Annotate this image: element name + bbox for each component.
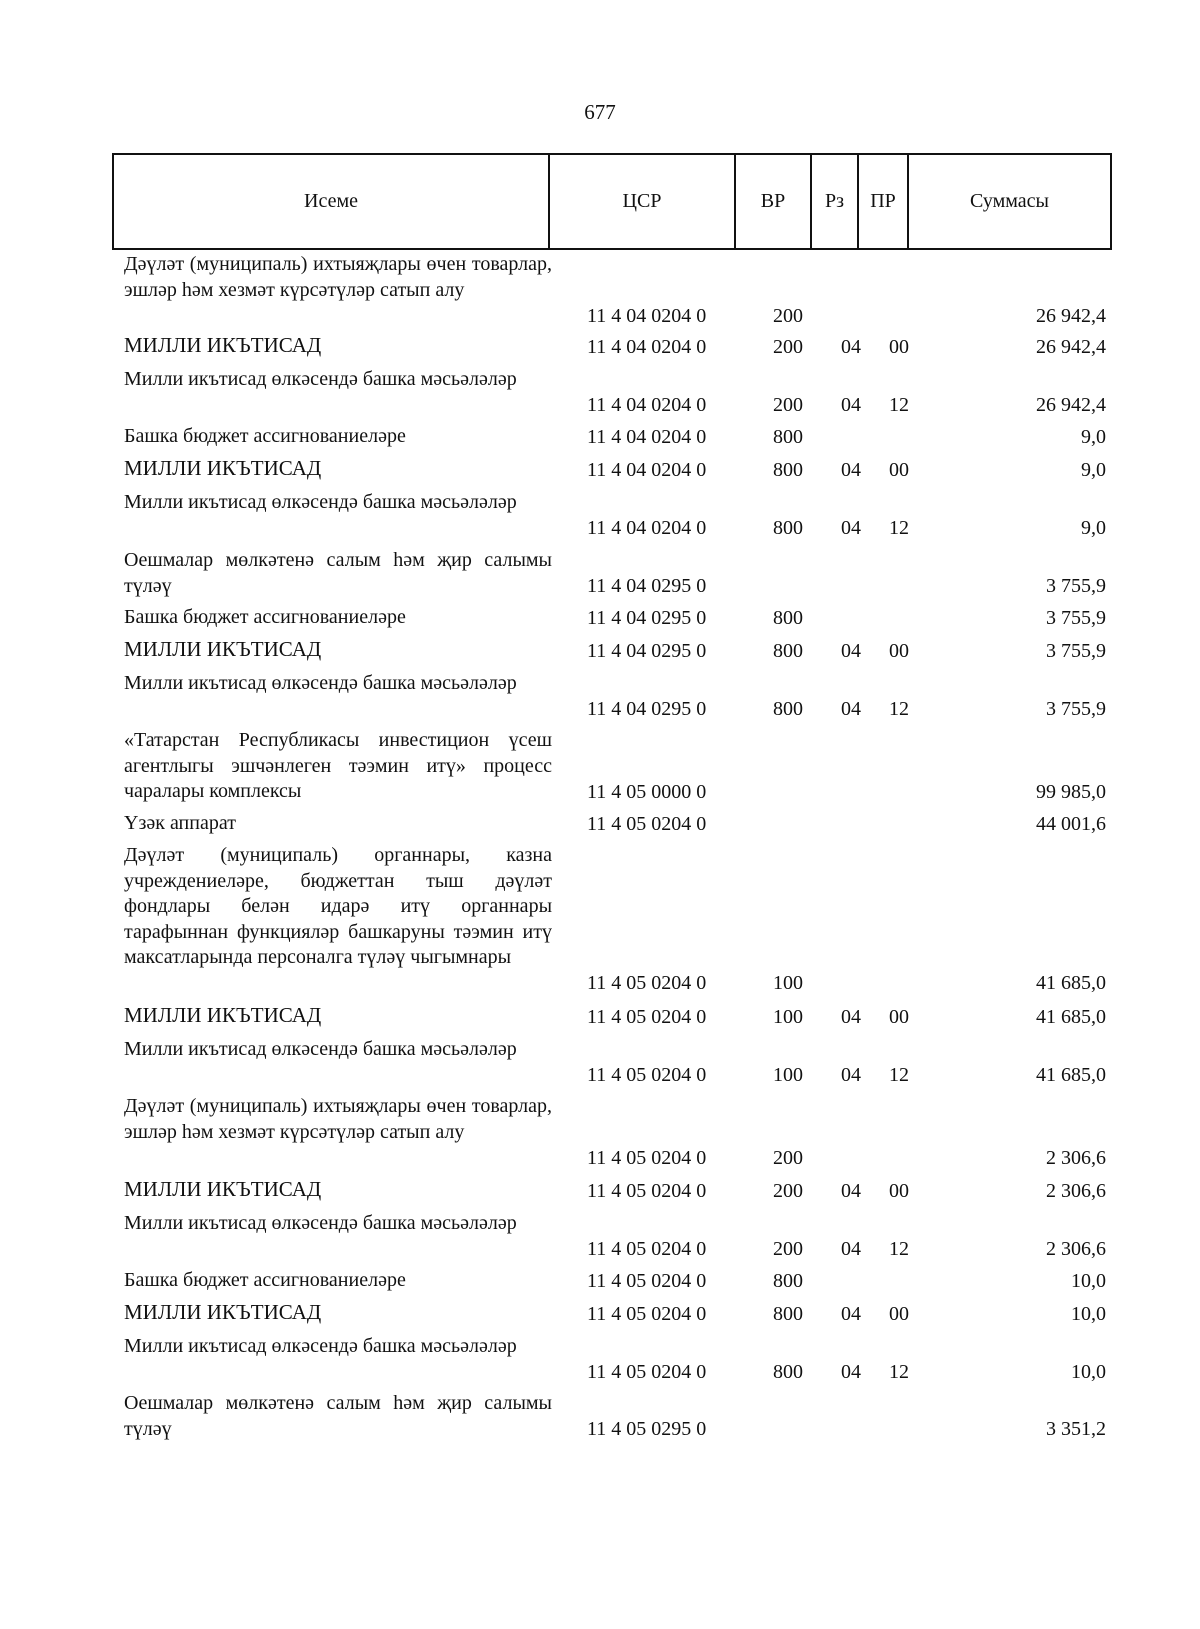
table-row xyxy=(0,424,1200,450)
row-csr: 11 4 04 0204 0 xyxy=(587,516,707,539)
header-name: Исеме xyxy=(113,154,549,249)
row-name: Милли икътисад өлкәсендә башка мәсьәләләр xyxy=(124,672,517,694)
row-sum: 3 755,9 xyxy=(1046,606,1106,629)
row-vr: 800 xyxy=(773,1360,803,1383)
row-sum: 99 985,0 xyxy=(1036,780,1106,803)
row-sum: 41 685,0 xyxy=(1036,1063,1106,1086)
row-name: МИЛЛИ ИКЪТИСАД xyxy=(124,1300,322,1324)
row-rz: 04 xyxy=(841,335,861,358)
header-rz: Рз xyxy=(811,154,858,249)
row-pr: 00 xyxy=(889,1179,909,1202)
row-name: МИЛЛИ ИКЪТИСАД xyxy=(124,637,322,661)
row-vr: 800 xyxy=(773,458,803,481)
table-row xyxy=(0,1211,1200,1262)
table-row xyxy=(0,456,1200,483)
row-csr: 11 4 04 0295 0 xyxy=(587,697,707,720)
table-row xyxy=(0,1003,1200,1030)
row-csr: 11 4 05 0000 0 xyxy=(587,780,707,803)
row-name: МИЛЛИ ИКЪТИСАД xyxy=(124,1003,322,1027)
row-pr: 12 xyxy=(889,516,909,539)
row-vr: 100 xyxy=(773,971,803,994)
header-pr: ПР xyxy=(858,154,908,249)
table-row xyxy=(0,548,1200,599)
row-csr: 11 4 04 0204 0 xyxy=(587,335,707,358)
header-csr: ЦСР xyxy=(549,154,735,249)
row-name: «Татарстан Республикасы инвестицион үсеш агентлыгы эшчәнлеген тәэмин итү» процесс чаралары комплексы xyxy=(124,729,552,802)
row-csr: 11 4 05 0204 0 xyxy=(587,1269,707,1292)
row-csr: 11 4 04 0204 0 xyxy=(587,304,707,327)
header-vr: ВР xyxy=(735,154,811,249)
row-sum: 10,0 xyxy=(1071,1360,1106,1383)
table-row xyxy=(0,811,1200,837)
row-sum: 10,0 xyxy=(1071,1269,1106,1292)
row-csr: 11 4 05 0204 0 xyxy=(587,1063,707,1086)
row-name: Башка бюджет ассигнованиеләре xyxy=(124,1269,406,1291)
row-csr: 11 4 05 0204 0 xyxy=(587,971,707,994)
row-sum: 3 755,9 xyxy=(1046,574,1106,597)
row-pr: 00 xyxy=(889,639,909,662)
table-row xyxy=(0,367,1200,418)
row-csr: 11 4 05 0204 0 xyxy=(587,1179,707,1202)
row-sum: 9,0 xyxy=(1081,458,1106,481)
row-sum: 26 942,4 xyxy=(1036,304,1106,327)
row-rz: 04 xyxy=(841,697,861,720)
row-rz: 04 xyxy=(841,1005,861,1028)
row-pr: 12 xyxy=(889,1063,909,1086)
table-row xyxy=(0,252,1200,329)
row-pr: 12 xyxy=(889,1360,909,1383)
table-row xyxy=(0,605,1200,631)
row-rz: 04 xyxy=(841,1237,861,1260)
row-pr: 12 xyxy=(889,393,909,416)
row-name: Милли икътисад өлкәсендә башка мәсьәләләр xyxy=(124,368,517,390)
header-sum: Суммасы xyxy=(908,154,1111,249)
row-pr: 12 xyxy=(889,1237,909,1260)
row-vr: 200 xyxy=(773,1146,803,1169)
row-name: МИЛЛИ ИКЪТИСАД xyxy=(124,1177,322,1201)
row-sum: 9,0 xyxy=(1081,516,1106,539)
row-sum: 41 685,0 xyxy=(1036,1005,1106,1028)
row-name: Дәүләт (муниципаль) ихтыяҗлары өчен товарлар, эшләр һәм хезмәт күрсәтүләр сатып алу xyxy=(124,1095,552,1143)
row-vr: 800 xyxy=(773,606,803,629)
row-vr: 100 xyxy=(773,1063,803,1086)
row-sum: 3 755,9 xyxy=(1046,639,1106,662)
row-vr: 200 xyxy=(773,335,803,358)
row-sum: 2 306,6 xyxy=(1046,1146,1106,1169)
row-csr: 11 4 04 0204 0 xyxy=(587,393,707,416)
row-sum: 10,0 xyxy=(1071,1302,1106,1325)
table-row xyxy=(0,637,1200,664)
row-name: Оешмалар мөлкәтенә салым һәм җир салымы түләү xyxy=(124,1392,552,1440)
table-row xyxy=(0,1037,1200,1088)
row-name: Милли икътисад өлкәсендә башка мәсьәләләр xyxy=(124,1212,517,1234)
row-name: Дәүләт (муниципаль) органнары, казна учреждениеләре, бюджеттан тыш дәүләт фондлары белән идарә итү органнары тарафыннан функцияләр башкаруны тәэмин итү максатларында персоналга түләү чыгымнары xyxy=(124,844,552,968)
table-row xyxy=(0,671,1200,722)
row-csr: 11 4 04 0295 0 xyxy=(587,639,707,662)
table-header xyxy=(112,153,1112,250)
row-csr: 11 4 05 0204 0 xyxy=(587,1005,707,1028)
table-row xyxy=(0,333,1200,360)
row-sum: 2 306,6 xyxy=(1046,1179,1106,1202)
row-rz: 04 xyxy=(841,458,861,481)
row-csr: 11 4 05 0204 0 xyxy=(587,1302,707,1325)
row-name: Башка бюджет ассигнованиеләре xyxy=(124,425,406,447)
row-csr: 11 4 04 0204 0 xyxy=(587,425,707,448)
row-name: Дәүләт (муниципаль) ихтыяҗлары өчен товарлар, эшләр һәм хезмәт күрсәтүләр сатып алу xyxy=(124,253,552,301)
row-pr: 00 xyxy=(889,1302,909,1325)
row-vr: 800 xyxy=(773,516,803,539)
row-vr: 200 xyxy=(773,1179,803,1202)
row-name: Башка бюджет ассигнованиеләре xyxy=(124,606,406,628)
row-rz: 04 xyxy=(841,393,861,416)
row-pr: 00 xyxy=(889,458,909,481)
row-sum: 9,0 xyxy=(1081,425,1106,448)
row-name: Үзәк аппарат xyxy=(124,812,236,834)
row-name: МИЛЛИ ИКЪТИСАД xyxy=(124,456,322,480)
table-row xyxy=(0,490,1200,541)
row-vr: 800 xyxy=(773,639,803,662)
row-vr: 800 xyxy=(773,697,803,720)
row-csr: 11 4 04 0295 0 xyxy=(587,574,707,597)
row-vr: 800 xyxy=(773,1269,803,1292)
row-csr: 11 4 04 0204 0 xyxy=(587,458,707,481)
row-vr: 100 xyxy=(773,1005,803,1028)
row-csr: 11 4 05 0204 0 xyxy=(587,812,707,835)
row-vr: 800 xyxy=(773,1302,803,1325)
row-vr: 200 xyxy=(773,1237,803,1260)
row-name: Милли икътисад өлкәсендә башка мәсьәләләр xyxy=(124,1335,517,1357)
row-sum: 26 942,4 xyxy=(1036,393,1106,416)
table-row xyxy=(0,1300,1200,1327)
row-pr: 00 xyxy=(889,1005,909,1028)
row-sum: 2 306,6 xyxy=(1046,1237,1106,1260)
row-sum: 26 942,4 xyxy=(1036,335,1106,358)
table-row xyxy=(0,1094,1200,1171)
row-rz: 04 xyxy=(841,516,861,539)
row-name: Оешмалар мөлкәтенә салым һәм җир салымы түләү xyxy=(124,549,552,597)
row-name: МИЛЛИ ИКЪТИСАД xyxy=(124,333,322,357)
row-rz: 04 xyxy=(841,1302,861,1325)
table-row xyxy=(0,1391,1200,1442)
table-row xyxy=(0,1177,1200,1204)
row-vr: 800 xyxy=(773,425,803,448)
row-rz: 04 xyxy=(841,1063,861,1086)
row-vr: 200 xyxy=(773,393,803,416)
row-vr: 200 xyxy=(773,304,803,327)
row-name: Милли икътисад өлкәсендә башка мәсьәләләр xyxy=(124,1038,517,1060)
row-csr: 11 4 05 0204 0 xyxy=(587,1146,707,1169)
table-row xyxy=(0,843,1200,996)
row-name: Милли икътисад өлкәсендә башка мәсьәләләр xyxy=(124,491,517,513)
row-rz: 04 xyxy=(841,1179,861,1202)
row-rz: 04 xyxy=(841,639,861,662)
row-rz: 04 xyxy=(841,1360,861,1383)
row-csr: 11 4 05 0295 0 xyxy=(587,1417,707,1440)
table-row xyxy=(0,1268,1200,1294)
row-csr: 11 4 05 0204 0 xyxy=(587,1360,707,1383)
row-sum: 3 755,9 xyxy=(1046,697,1106,720)
row-csr: 11 4 04 0295 0 xyxy=(587,606,707,629)
row-sum: 41 685,0 xyxy=(1036,971,1106,994)
row-sum: 3 351,2 xyxy=(1046,1417,1106,1440)
page-number: 677 xyxy=(584,100,616,124)
row-csr: 11 4 05 0204 0 xyxy=(587,1237,707,1260)
row-pr: 00 xyxy=(889,335,909,358)
table-row xyxy=(0,728,1200,805)
row-pr: 12 xyxy=(889,697,909,720)
table-row xyxy=(0,1334,1200,1385)
row-sum: 44 001,6 xyxy=(1036,812,1106,835)
